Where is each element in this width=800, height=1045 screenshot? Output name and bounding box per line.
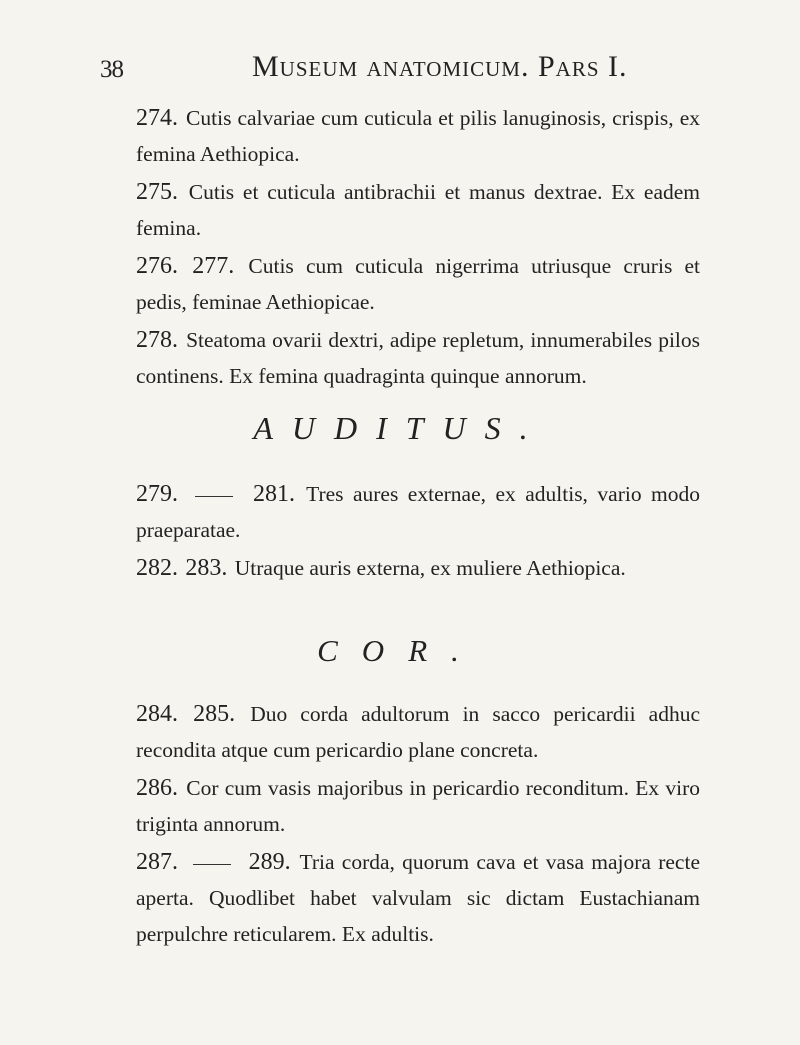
page-number: 38 (100, 56, 123, 83)
entry-number-end: 289. (248, 849, 291, 875)
entry-text: Tria corda, quorum cava et vasa majora recte aperta. Quodlibet habet valvulam sic dictam Eustachianam perpulchre reticularem. Ex adultis. (136, 850, 700, 946)
section-heading-auditus: AUDITUS. (253, 410, 547, 446)
entry-text: Cutis cum cuticula nigerrima utriusque cruris et pedis, feminae Aethiopicae. (136, 254, 701, 314)
entry-number: 275. (136, 179, 178, 205)
entry-number: 278. (136, 327, 178, 353)
catalog-entry (136, 476, 700, 548)
catalog-entry (136, 248, 700, 320)
entry-number-end: 277. (192, 253, 235, 279)
entry-text: Duo corda adultorum in sacco pericardii adhuc recondita atque cum pericardio plane concreta. (136, 702, 701, 762)
entry-text: Cutis et cuticula antibrachii et manus dextrae. Ex eadem femina. (136, 180, 701, 240)
entry-number-end: 281. (252, 481, 295, 507)
entry-number: 287. (136, 849, 178, 875)
entry-text: Utraque auris externa, ex muliere Aethiopica. (234, 556, 626, 580)
entry-number: 276. (136, 253, 178, 279)
range-dash (193, 864, 231, 865)
catalog-entry (136, 322, 700, 394)
catalog-entry (136, 696, 700, 768)
catalog-entry (136, 770, 700, 842)
entry-text: Cutis calvariae cum cuticula et pilis lanuginosis, crispis, ex femina Aethiopica. (136, 106, 700, 166)
entry-text: Tres aures externae, ex adultis, vario modo praeparatae. (136, 482, 701, 542)
running-head (100, 50, 700, 90)
entry-number: 279. (136, 481, 178, 507)
catalog-entry (136, 550, 700, 586)
entry-number-end: 283. (185, 555, 228, 581)
range-dash (195, 496, 233, 497)
page-title: Museum anatomicum. Pars I. (252, 50, 628, 83)
entry-text: Steatoma ovarii dextri, adipe repletum, innumerabiles pilos continens. Ex femina quadraginta quinque annorum. (136, 328, 701, 388)
entry-number: 284. (136, 701, 178, 727)
catalog-entry (136, 174, 700, 246)
catalog-entry (136, 100, 700, 172)
section-heading-cor: COR. (317, 633, 483, 668)
entry-number-end: 285. (193, 701, 236, 727)
entry-number: 282. (136, 555, 178, 581)
entry-number: 286. (136, 775, 178, 801)
entry-number: 274. (136, 105, 178, 131)
catalog-entry (136, 844, 700, 952)
entry-text: Cor cum vasis majoribus in pericardio reconditum. Ex viro triginta annorum. (136, 776, 700, 836)
